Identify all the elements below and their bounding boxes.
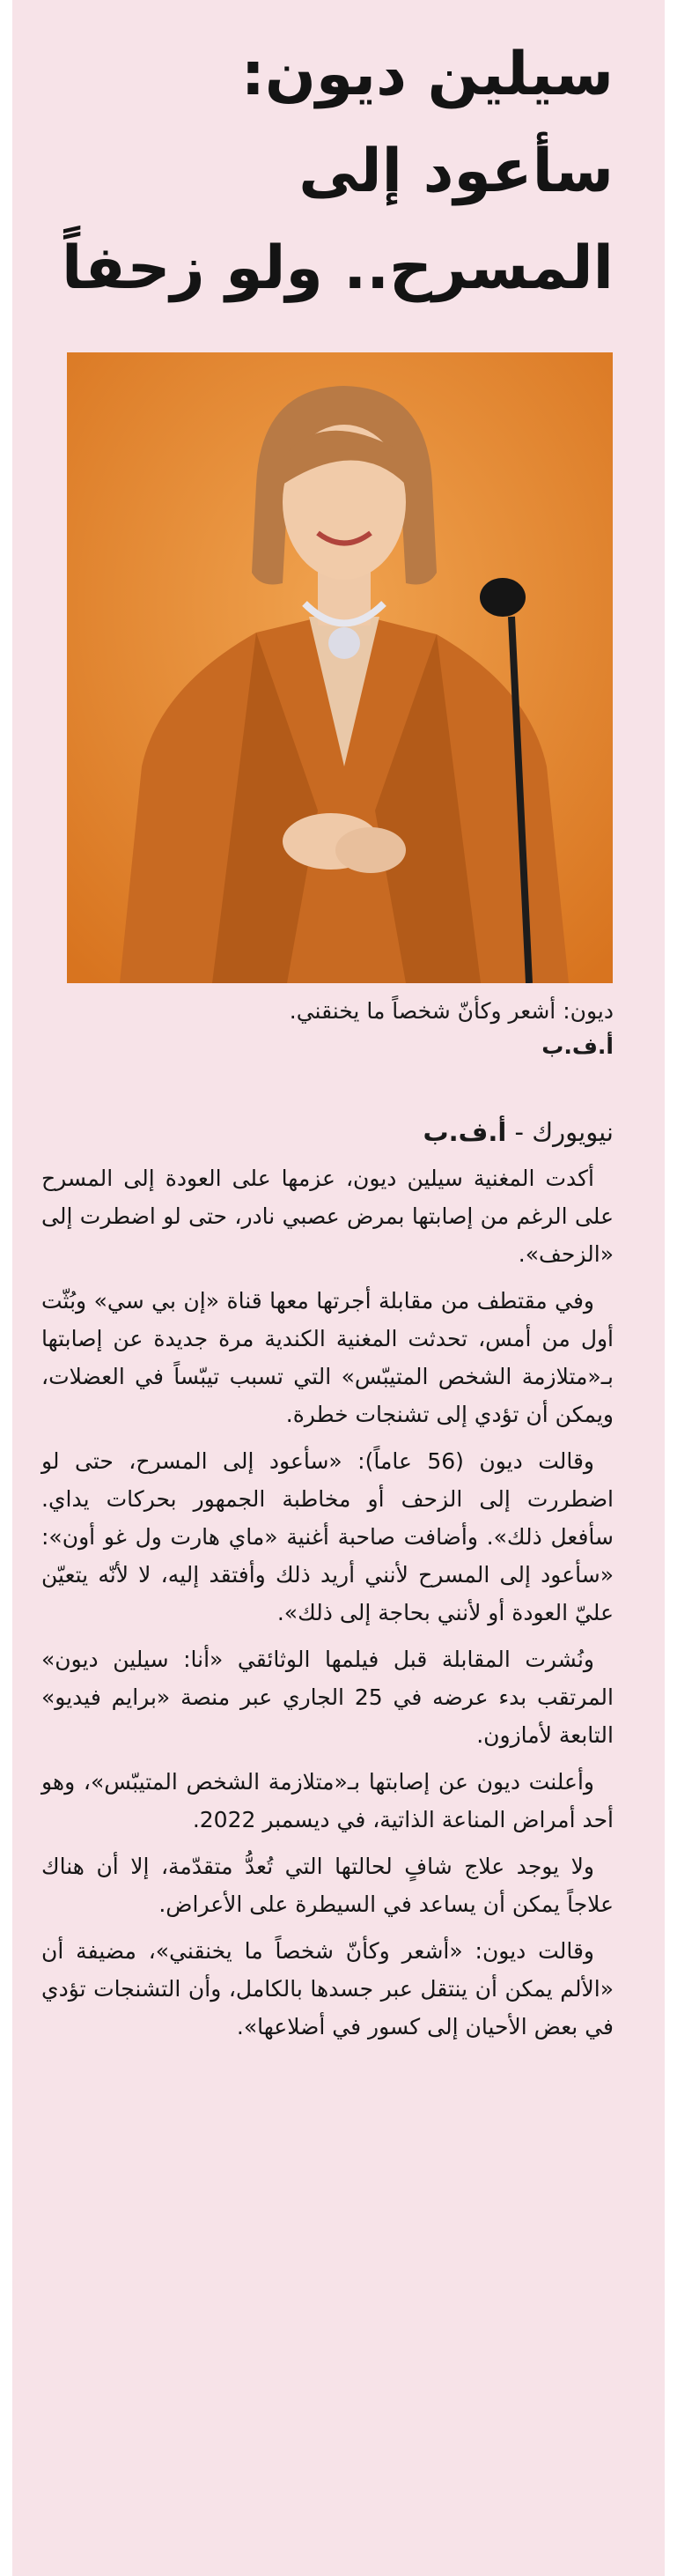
photo-caption (41, 994, 614, 1064)
body-paragraph: وأعلنت ديون عن إصابتها بـ«متلازمة الشخص المتيبّس»، وهو أحد أمراض المناعة الذاتية، في ديسمبر 2022. (41, 1769, 614, 1832)
dateline (41, 1112, 614, 1152)
article-page (12, 0, 665, 2576)
dateline-agency: أ.ف.ب (423, 1117, 507, 1147)
photo-credit: أ.ف.ب (541, 1033, 614, 1059)
article-headline: سيلين ديون: سأعود إلى المسرح.. ولو زحفاً (61, 40, 614, 303)
body-paragraph: وقالت ديون (56 عاماً): «سأعود إلى المسرح، حتى لو اضطررت إلى الزحف أو مخاطبة الجمهور بحركات يداي. سأفعل ذلك». وأضافت صاحبة أغنية «ماي هارت ول غو أون»: «سأعود إلى المسرح لأنني أريد ذلك وأفتقد إليه، لا لأنّه يتعيّن عليّ العودة أو لأنني بحاجة إلى ذلك». (41, 1448, 614, 1625)
body-paragraph: وفي مقتطف من مقابلة أجرتها معها قناة «إن بي سي» وبُثّت أول من أمس، تحدثت المغنية الكندية مرة جديدة عن إصابتها بـ«متلازمة الشخص المتيبّس» التي تسبب تيبّساً في العضلات، ويمكن أن تؤدي إلى تشنجات خطرة. (41, 1288, 614, 1427)
body-paragraph: ولا يوجد علاج شافٍ لحالتها التي تُعدُّ متقدّمة، إلا أن هناك علاجاً يمكن أن يساعد في السيطرة على الأعراض. (41, 1854, 614, 1917)
body-paragraph: ونُشرت المقابلة قبل فيلمها الوثائقي «أنا: سيلين ديون» المرتقب بدء عرضه في 25 الجاري عبر منصة «برايم فيديو» التابعة لأمازون. (41, 1647, 614, 1748)
article-photo (67, 352, 613, 983)
body-paragraph: أكدت المغنية سيلين ديون، عزمها على العودة إلى المسرح على الرغم من إصابتها بمرض عصبي نادر، حتى لو اضطرت إلى «الزحف». (41, 1166, 614, 1267)
singer-portrait-image (67, 352, 613, 983)
dateline-city: نيويورك - (506, 1117, 614, 1147)
body-paragraph: وقالت ديون: «أشعر وكأنّ شخصاً ما يخنقني»، مضيفة أن «الألم يمكن أن ينتقل عبر جسدها بالكامل، وأن التشنجات تؤدي في بعض الأحيان إلى كسور في أضلاعها». (41, 1938, 614, 2039)
article-body (41, 1159, 614, 2054)
caption-text: ديون: أشعر وكأنّ شخصاً ما يخنقني. (289, 998, 614, 1024)
